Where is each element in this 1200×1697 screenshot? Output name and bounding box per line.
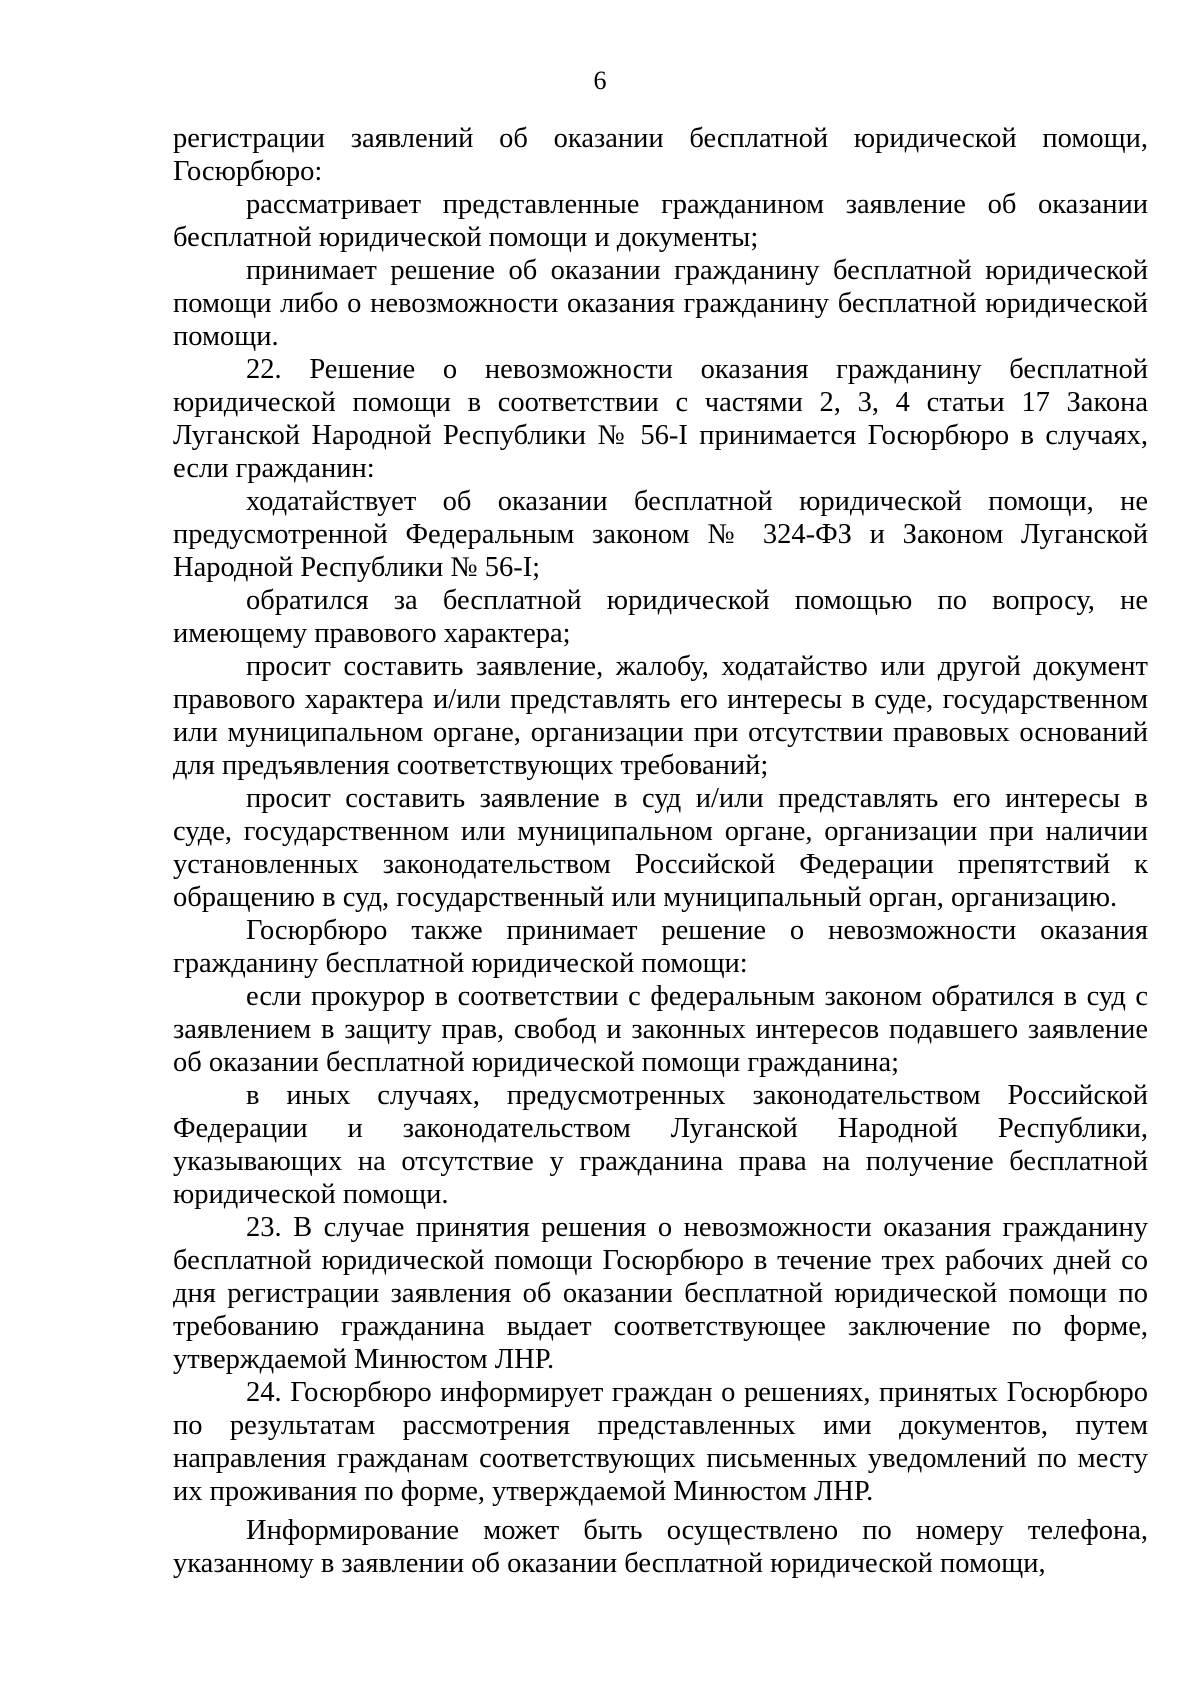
document-body — [173, 122, 1148, 1580]
paragraph: просит составить заявление, жалобу, ходатайство или другой документ правового характера и/или представлять его интересы в суде, государственном или муниципальном органе, организации при отсутствии правовых оснований для предъявления соответствующих требований; — [173, 651, 1148, 781]
paragraph: ходатайствует об оказании бесплатной юридической помощи, не предусмотренной Федеральным законом № 324-ФЗ и Законом Луганской Народной Республики № 56-I; — [173, 486, 1148, 583]
paragraph: регистрации заявлений об оказании бесплатной юридической помощи, Госюрбюро: — [173, 123, 1148, 187]
paragraph: в иных случаях, предусмотренных законодательством Российской Федерации и законодательством Луганской Народной Республики, указывающих на отсутствие у гражданина права на получение бесплатной юридической помощи. — [173, 1080, 1148, 1210]
paragraph: 22. Решение о невозможности оказания гражданину бесплатной юридической помощи в соответствии с частями 2, 3, 4 статьи 17 Закона Луганской Народной Республики № 56-I принимается Госюрбюро в случаях, если гражданин: — [173, 354, 1148, 484]
paragraph: Госюрбюро также принимает решение о невозможности оказания гражданину бесплатной юридической помощи: — [173, 915, 1148, 979]
paragraph: 23. В случае принятия решения о невозможности оказания гражданину бесплатной юридической помощи Госюрбюро в течение трех рабочих дней со дня регистрации заявления об оказании бесплатной юридической помощи по требованию гражданина выдает соответствующее заключение по форме, утверждаемой Минюстом ЛНР. — [173, 1212, 1148, 1375]
paragraph: Информирование может быть осуществлено по номеру телефона, указанному в заявлении об оказании бесплатной юридической помощи, — [173, 1515, 1148, 1579]
page-number: 6 — [593, 66, 607, 95]
paragraph: принимает решение об оказании гражданину бесплатной юридической помощи либо о невозможности оказания гражданину бесплатной юридической помощи. — [173, 255, 1148, 352]
paragraph: 24. Госюрбюро информирует граждан о решениях, принятых Госюрбюро по результатам рассмотрения представленных ими документов, путем направления гражданам соответствующих письменных уведомлений по месту их проживания по форме, утверждаемой Минюстом ЛНР. — [173, 1377, 1148, 1507]
paragraph: обратился за бесплатной юридической помощью по вопросу, не имеющему правового характера; — [173, 585, 1148, 649]
paragraph: рассматривает представленные гражданином заявление об оказании бесплатной юридической помощи и документы; — [173, 189, 1148, 253]
paragraph: просит составить заявление в суд и/или представлять его интересы в суде, государственном или муниципальном органе, организации при наличии установленных законодательством Российской Федерации препятствий к обращению в суд, государственный или муниципальный орган, организацию. — [173, 783, 1148, 913]
paragraph: если прокурор в соответствии с федеральным законом обратился в суд с заявлением в защиту прав, свобод и законных интересов подавшего заявление об оказании бесплатной юридической помощи гражданина; — [173, 981, 1148, 1078]
